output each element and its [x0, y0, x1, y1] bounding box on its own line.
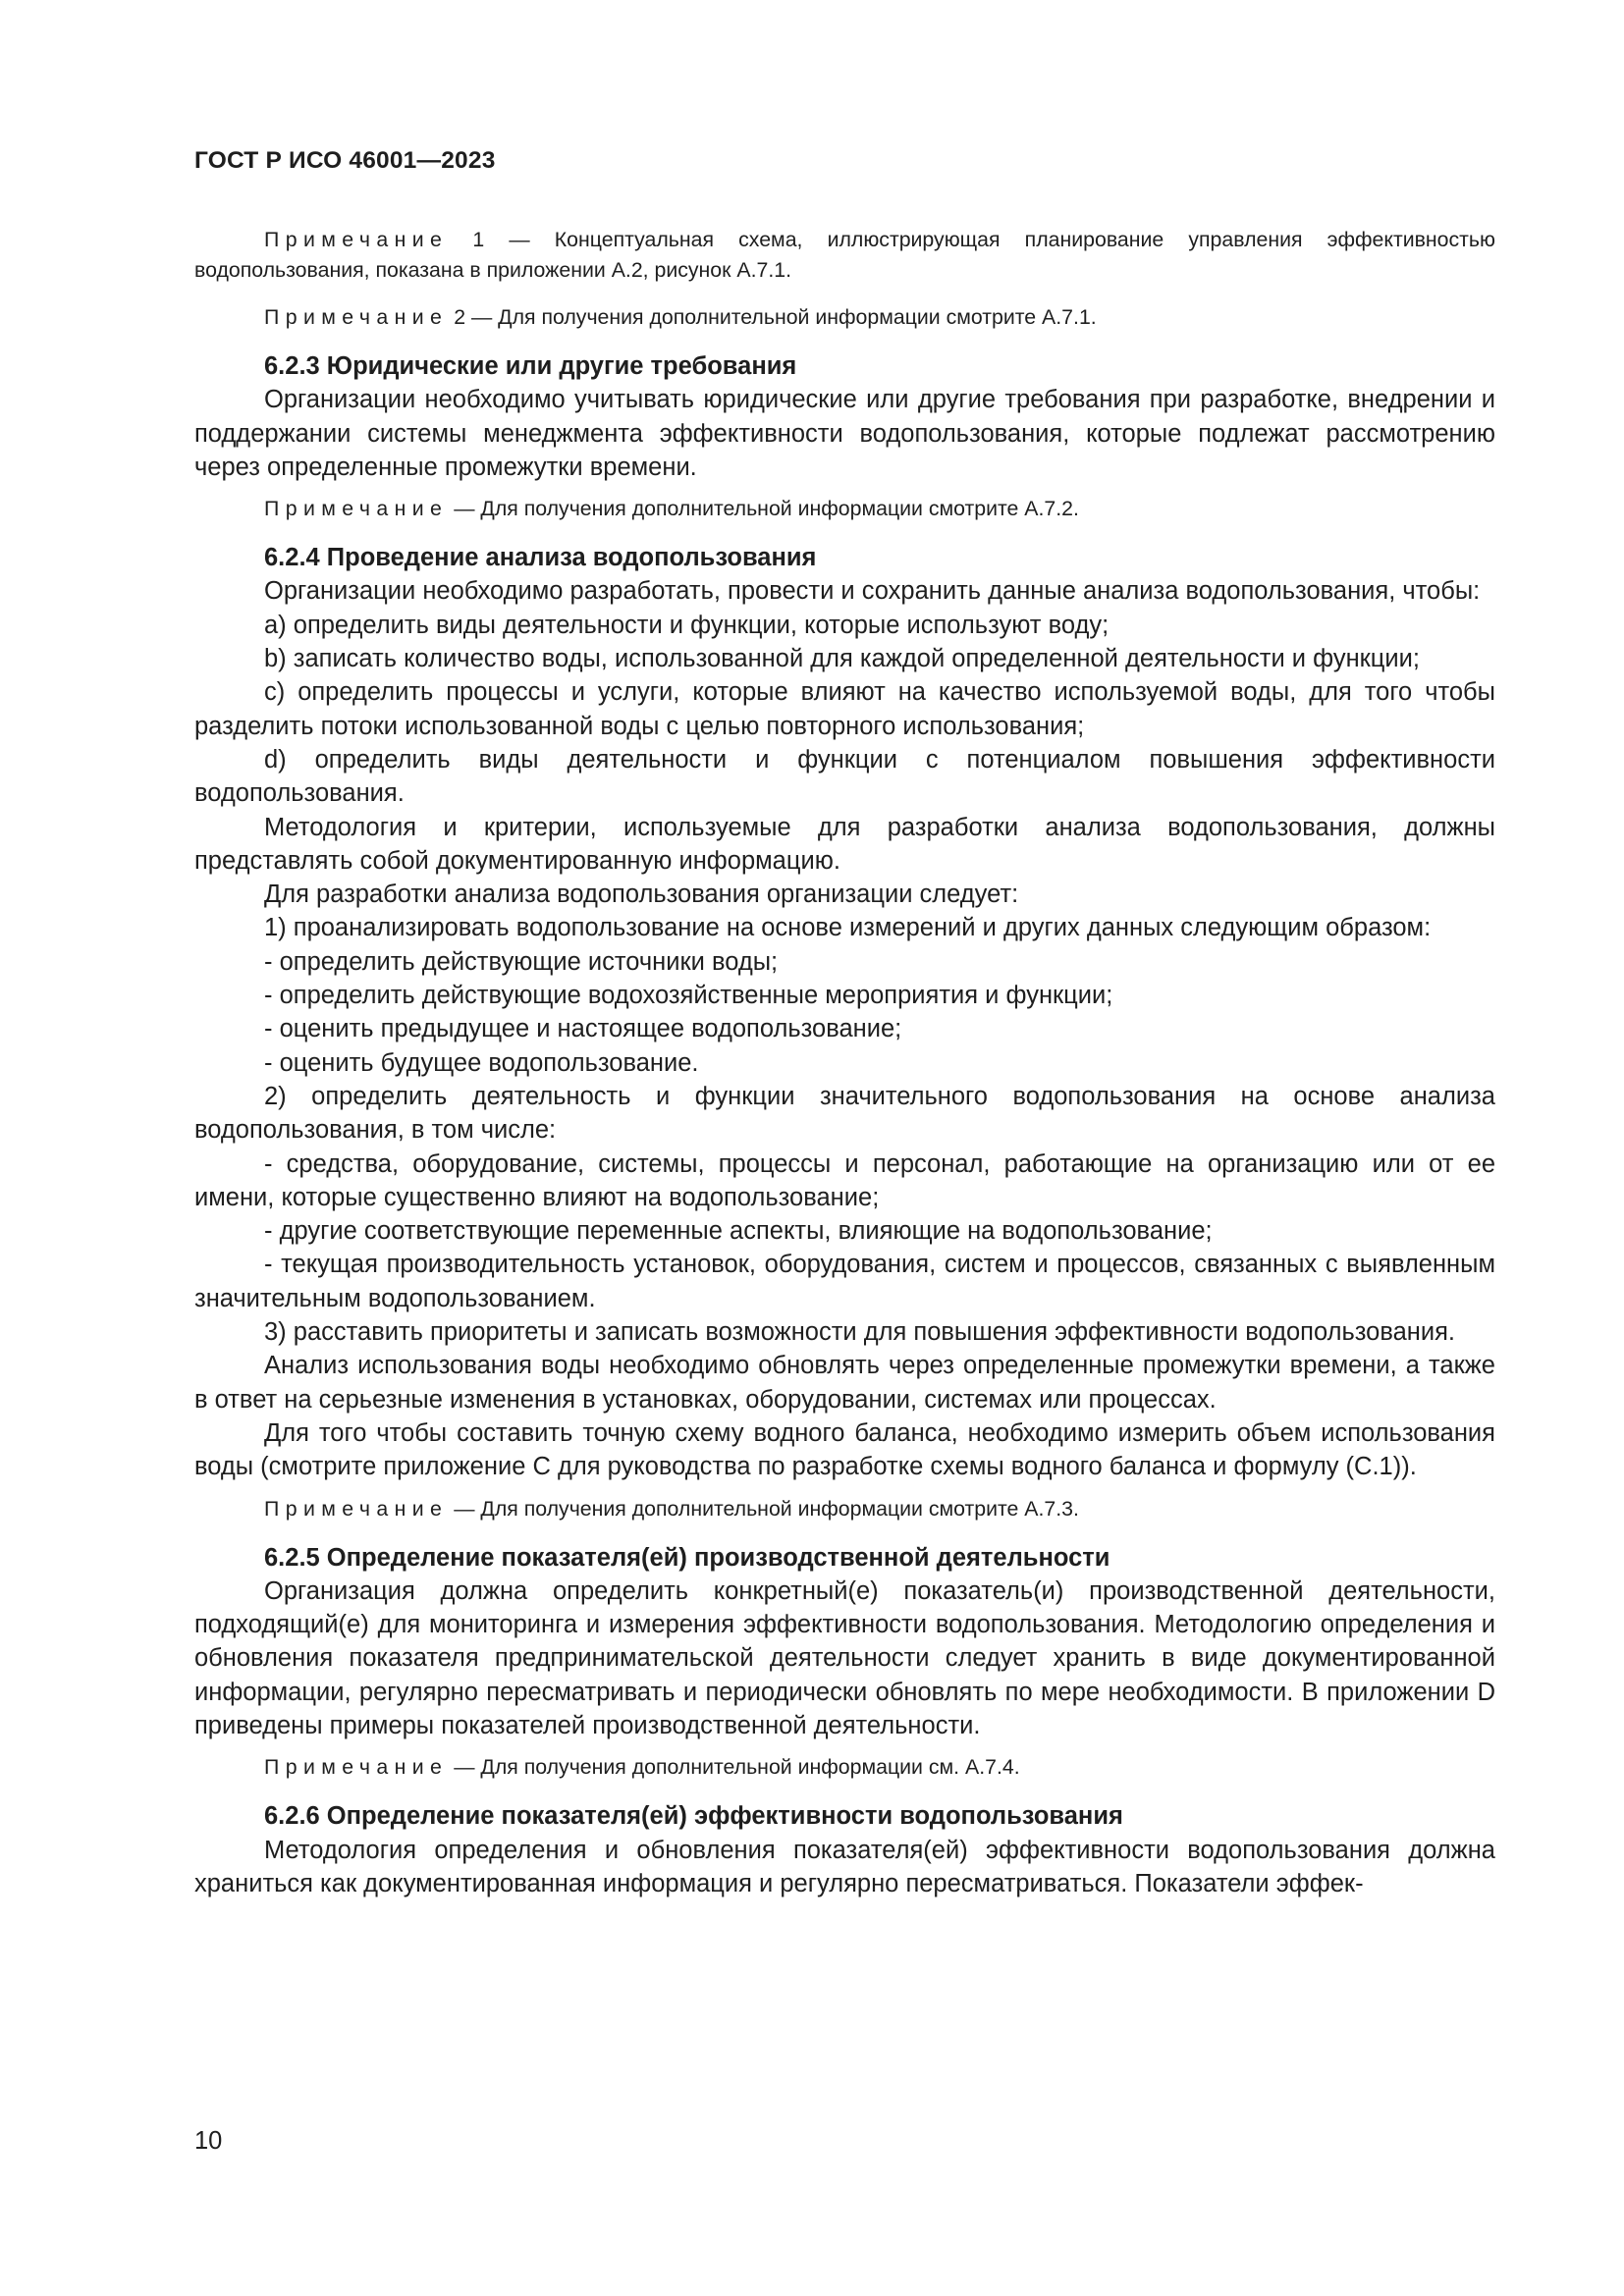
- note-label: Примечание: [264, 305, 449, 329]
- note-text: — Для получения дополнительной информации смотрите А.7.3.: [448, 1496, 1079, 1521]
- section-heading: 6.2.5 Определение показателя(ей) производственной деятельности: [264, 1543, 1110, 1572]
- note-text: — Для получения дополнительной информации см. А.7.4.: [448, 1755, 1020, 1780]
- body-paragraph: Методология определения и обновления показателя(ей) эффективности водопользования должна храниться как документированная информация и регулярно пересматриваться. Показатели эффек-: [194, 1836, 1495, 1897]
- body-paragraph: - определить действующие водохозяйственные мероприятия и функции;: [264, 982, 1113, 1010]
- body-paragraph: 3) расставить приоритеты и записать возможности для повышения эффективности водопользования.: [264, 1318, 1455, 1347]
- body-paragraph: b) записать количество воды, использованной для каждой определенной деятельности и функции;: [264, 645, 1420, 673]
- note-paragraph: [194, 302, 1495, 333]
- section-heading: 6.2.4 Проведение анализа водопользования: [264, 544, 817, 572]
- note-paragraph: [194, 1494, 1495, 1524]
- section-heading: 6.2.3 Юридические или другие требования: [264, 352, 797, 380]
- note-paragraph: [194, 1752, 1495, 1783]
- body-paragraph: - оценить предыдущее и настоящее водопользование;: [264, 1015, 902, 1043]
- note-paragraph: [194, 225, 1495, 286]
- section-heading: 6.2.6 Определение показателя(ей) эффективности водопользования: [264, 1802, 1123, 1831]
- body-paragraph: d) определить виды деятельности и функции с потенциалом повышения эффективности водопользования.: [194, 745, 1495, 808]
- note-label: Примечание: [264, 1755, 449, 1780]
- body-paragraph: Для разработки анализа водопользования организации следует:: [264, 881, 1019, 909]
- document-header: ГОСТ Р ИСО 46001—2023: [194, 147, 496, 174]
- body-paragraph: Организации необходимо учитывать юридические или другие требования при разработке, внедрении и поддержании системы менеджмента эффективности водопользования, которые подлежат рассмотрению через определенные промежутки времени.: [194, 386, 1495, 481]
- body-paragraph: - другие соответствующие переменные аспекты, влияющие на водопользование;: [264, 1217, 1213, 1246]
- body-paragraph: - средства, оборудование, системы, процессы и персонал, работающие на организацию или от ее имени, которые существенно влияют на водопользование;: [194, 1149, 1495, 1211]
- body-paragraph: Для того чтобы составить точную схему водного баланса, необходимо измерить объем использования воды (смотрите приложение С для руководства по разработке схемы водного баланса и формулу (С.1)).: [194, 1418, 1495, 1481]
- body-paragraph: 1) проанализировать водопользование на основе измерений и других данных следующим образом:: [264, 914, 1432, 942]
- body-paragraph: Организация должна определить конкретный(е) показатель(и) производственной деятельности, подходящий(е) для мониторинга и измерения эффективности водопользования. Методологию определения и обновления показателя предпринимательской деятельности следует хранить в виде документированной информации, регулярно пересматривать и периодически обновлять по мере необходимости. В приложении D приведены примеры показателей производственной деятельности.: [194, 1576, 1495, 1739]
- body-paragraph: - определить действующие источники воды;: [264, 947, 779, 976]
- note-label: Примечание: [264, 497, 449, 521]
- body-paragraph: Методология и критерии, используемые для разработки анализа водопользования, должны представлять собой документированную информацию.: [194, 813, 1495, 875]
- body-paragraph: - оценить будущее водопользование.: [264, 1048, 699, 1077]
- note-label: Примечание: [264, 1496, 449, 1521]
- note-text: — Для получения дополнительной информации смотрите А.7.2.: [448, 497, 1079, 521]
- body-paragraph: Анализ использования воды необходимо обновлять через определенные промежутки времени, а также в ответ на серьезные изменения в установках, оборудовании, системах или процессах.: [194, 1352, 1495, 1414]
- document-body: [194, 225, 1495, 1900]
- body-paragraph: Организации необходимо разработать, провести и сохранить данные анализа водопользования, чтобы:: [264, 577, 1481, 606]
- body-paragraph: a) определить виды деятельности и функции, которые используют воду;: [264, 611, 1110, 639]
- note-paragraph: [194, 494, 1495, 524]
- page-number: 10: [194, 2127, 223, 2155]
- note-text: 2 — Для получения дополнительной информации смотрите А.7.1.: [448, 305, 1097, 329]
- note-text: 1 — Концептуальная схема, иллюстрирующая планирование управления эффективностью водопользования, показана в приложении А.2, рисунок А.7.1.: [194, 228, 1495, 282]
- body-paragraph: - текущая производительность установок, оборудования, систем и процессов, связанных с выявленным значительным водопользованием.: [194, 1251, 1495, 1312]
- note-label: Примечание: [264, 228, 449, 251]
- body-paragraph: c) определить процессы и услуги, которые влияют на качество используемой воды, для того чтобы разделить потоки использованной воды с целью повторного использования;: [194, 678, 1495, 740]
- body-paragraph: 2) определить деятельность и функции значительного водопользования на основе анализа водопользования, в том числе:: [194, 1082, 1495, 1145]
